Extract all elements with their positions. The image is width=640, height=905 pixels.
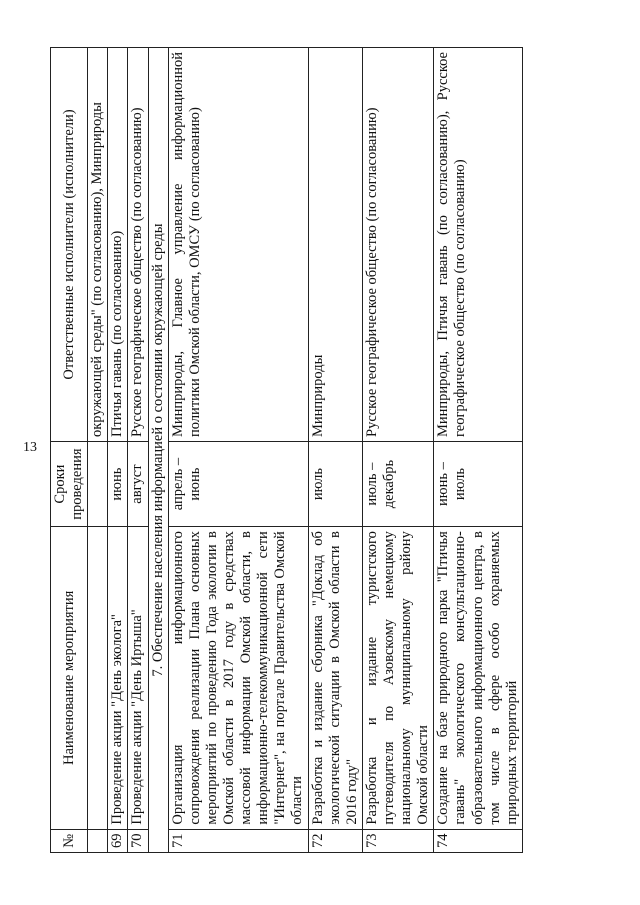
section-row [148,48,168,853]
table-row [108,48,128,853]
row-num: 72 [308,829,362,852]
row-terms: июнь [108,442,128,527]
row-terms: август [128,442,148,527]
row-name [88,527,108,829]
row-executors: окружающей среды" (по согласованию), Минприроды [88,48,108,442]
row-terms: июль [308,442,362,527]
row-name: Создание на базе природного парка "Птичья гавань" экологического консультационно-образовательного информационного центра, в том числе в сфере особо охраняемых природных территорий [434,527,523,829]
events-table [50,47,523,853]
table-header-row [51,48,88,853]
header-terms: Сроки проведения [51,442,88,527]
row-executors: Минприроды [308,48,362,442]
table-row [88,48,108,853]
row-executors: Птичья гавань (по согласованию) [108,48,128,442]
row-terms: июль – декабрь [362,442,433,527]
row-terms [88,442,108,527]
row-executors: Русское географическое общество (по согласованию) [362,48,433,442]
row-name: Разработка и издание туристского путеводителя по Азовскому немецкому национальному муниципальному району Омской области [362,527,433,829]
header-num: № [51,829,88,852]
row-terms: апрель – июнь [168,442,308,527]
table-row [434,48,523,853]
row-num: 70 [128,829,148,852]
row-name: Проведение акции "День эколога" [108,527,128,829]
table-row [168,48,308,853]
rotated-table-container [50,47,590,853]
row-name: Организация информационного сопровождения реализации Плана основных мероприятий по проведению Года экологии в Омской области в 2017 году в средствах массовой информации Омской области, в информационно-телекоммуникационной сети "Интернет", на портале Правительства Омской области [168,527,308,829]
row-num: 74 [434,829,523,852]
row-terms: июнь – июль [434,442,523,527]
header-executors: Ответственные исполнители (исполнители) [51,48,88,442]
row-name: Разработка и издание сборника "Доклад об экологической ситуации в Омской области в 2016 году" [308,527,362,829]
section-title: 7. Обеспечение населения информацией о состоянии окружающей среды [148,48,168,853]
row-name: Проведение акции "День Иртыша" [128,527,148,829]
table-row [362,48,433,853]
header-name: Наименование мероприятия [51,527,88,829]
row-executors: Минприроды, Главное управление информационной политики Омской области, ОМСУ (по согласованию) [168,48,308,442]
row-num [88,829,108,852]
row-num: 73 [362,829,433,852]
row-executors: Русское географическое общество (по согласованию) [128,48,148,442]
row-num: 71 [168,829,308,852]
page-number: 13 [23,440,37,455]
table-row [128,48,148,853]
table-row [308,48,362,853]
row-num: 69 [108,829,128,852]
row-executors: Минприроды, Птичья гавань (по согласованию), Русское географическое общество (по согласованию) [434,48,523,442]
